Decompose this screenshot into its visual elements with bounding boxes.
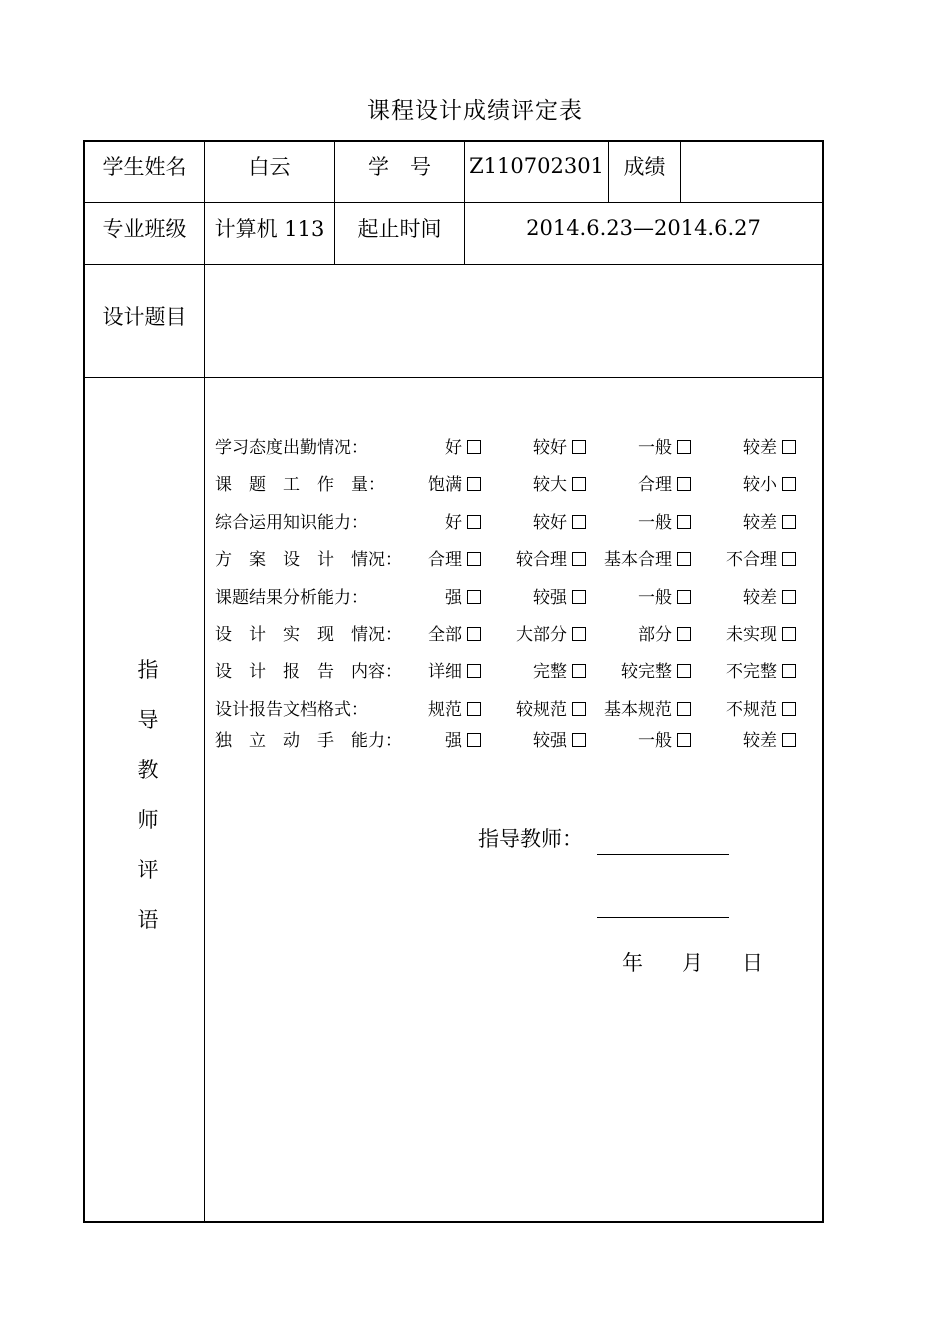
checkbox[interactable] xyxy=(572,590,586,604)
evaluation-option xyxy=(743,470,796,495)
evaluation-option-label: 强 xyxy=(445,731,462,751)
comments-label-char: 语 xyxy=(137,908,159,932)
checkbox[interactable] xyxy=(677,590,691,604)
evaluation-option-label: 较完整 xyxy=(621,662,672,682)
evaluation-option-label: 一般 xyxy=(638,438,672,458)
evaluation-option xyxy=(638,508,691,533)
evaluation-option-label: 较合理 xyxy=(516,550,567,570)
checkbox[interactable] xyxy=(572,477,586,491)
evaluation-option xyxy=(726,545,796,570)
checkbox[interactable] xyxy=(572,440,586,454)
evaluation-option xyxy=(743,433,796,458)
evaluation-option-label: 合理 xyxy=(638,475,672,495)
design-topic-value xyxy=(205,265,822,367)
evaluation-criterion: 方 案 设 计 情况： xyxy=(215,550,402,570)
evaluation-option xyxy=(638,726,691,751)
signature-second-line[interactable] xyxy=(597,917,729,918)
evaluation-option-label: 全部 xyxy=(428,625,462,645)
checkbox[interactable] xyxy=(467,664,481,678)
student-id-label: 学 号 xyxy=(368,155,431,179)
evaluation-criterion: 设 计 实 现 情况： xyxy=(215,625,402,645)
checkbox[interactable] xyxy=(467,440,481,454)
score-label: 成绩 xyxy=(623,155,666,179)
evaluation-option xyxy=(726,620,796,645)
comments-label-char: 指 xyxy=(137,658,159,682)
table-row-divider xyxy=(83,377,824,378)
date-year: 年 xyxy=(622,951,643,975)
evaluation-option-label: 规范 xyxy=(428,700,462,720)
evaluation-option-label: 不完整 xyxy=(726,662,777,682)
evaluation-option xyxy=(445,726,481,751)
checkbox[interactable] xyxy=(572,515,586,529)
period-value: 2014.6.23—2014.6.27 xyxy=(526,216,761,240)
evaluation-option xyxy=(428,695,481,720)
evaluation-option-label: 一般 xyxy=(638,513,672,533)
checkbox[interactable] xyxy=(467,552,481,566)
evaluation-criterion: 课 题 工 作 量： xyxy=(215,475,385,495)
evaluation-criterion: 独 立 动 手 能力： xyxy=(215,731,402,751)
evaluation-option xyxy=(604,695,691,720)
comments-label-char: 导 xyxy=(137,708,159,732)
evaluation-option-label: 详细 xyxy=(428,662,462,682)
checkbox[interactable] xyxy=(782,702,796,716)
date-day: 日 xyxy=(742,951,763,975)
evaluation-row xyxy=(215,470,805,494)
evaluation-option xyxy=(726,695,796,720)
checkbox[interactable] xyxy=(782,590,796,604)
evaluation-option-label: 一般 xyxy=(638,588,672,608)
checkbox[interactable] xyxy=(782,477,796,491)
evaluation-row xyxy=(215,695,805,719)
evaluation-option xyxy=(533,726,586,751)
evaluation-option-label: 较大 xyxy=(533,475,567,495)
evaluation-option xyxy=(445,508,481,533)
checkbox[interactable] xyxy=(677,552,691,566)
evaluation-option xyxy=(445,583,481,608)
checkbox[interactable] xyxy=(677,733,691,747)
evaluation-option xyxy=(743,726,796,751)
checkbox[interactable] xyxy=(782,552,796,566)
major-class-label: 专业班级 xyxy=(102,217,187,241)
evaluation-option-label: 强 xyxy=(445,588,462,608)
evaluation-option xyxy=(533,657,586,682)
evaluation-criterion: 课题结果分析能力： xyxy=(215,588,368,608)
evaluation-criterion: 设 计 报 告 内容： xyxy=(215,662,402,682)
checkbox[interactable] xyxy=(782,627,796,641)
evaluation-option-label: 较小 xyxy=(743,475,777,495)
checkbox[interactable] xyxy=(677,627,691,641)
checkbox[interactable] xyxy=(467,733,481,747)
evaluation-option xyxy=(638,433,691,458)
evaluation-option-label: 基本规范 xyxy=(604,700,672,720)
evaluation-option-label: 好 xyxy=(445,513,462,533)
evaluation-option xyxy=(533,433,586,458)
evaluation-option-label: 好 xyxy=(445,438,462,458)
table-border-bottom xyxy=(83,1221,824,1223)
evaluation-option xyxy=(638,620,691,645)
evaluation-option xyxy=(604,545,691,570)
checkbox[interactable] xyxy=(572,627,586,641)
comments-label-char: 评 xyxy=(137,858,159,882)
checkbox[interactable] xyxy=(677,515,691,529)
evaluation-option xyxy=(638,583,691,608)
table-border-right xyxy=(822,140,824,1223)
evaluation-option xyxy=(428,620,481,645)
checkbox[interactable] xyxy=(467,702,481,716)
evaluation-row xyxy=(215,657,805,681)
evaluation-option-label: 较好 xyxy=(533,438,567,458)
checkbox[interactable] xyxy=(677,664,691,678)
checkbox[interactable] xyxy=(677,440,691,454)
evaluation-option xyxy=(428,657,481,682)
major-class-value: 计算机 113 xyxy=(214,217,325,241)
checkbox[interactable] xyxy=(467,627,481,641)
evaluation-row xyxy=(215,508,805,532)
evaluation-option xyxy=(533,508,586,533)
evaluation-option-label: 较差 xyxy=(743,731,777,751)
evaluation-option-label: 饱满 xyxy=(428,475,462,495)
checkbox[interactable] xyxy=(572,664,586,678)
evaluation-option xyxy=(428,545,481,570)
evaluation-option xyxy=(516,545,586,570)
evaluation-option-label: 合理 xyxy=(428,550,462,570)
teacher-signature-label: 指导教师： xyxy=(478,827,583,851)
evaluation-option-label: 较差 xyxy=(743,513,777,533)
evaluation-option xyxy=(638,470,691,495)
evaluation-option-label: 基本合理 xyxy=(604,550,672,570)
evaluation-option xyxy=(445,433,481,458)
evaluation-option-label: 较强 xyxy=(533,588,567,608)
period-label: 起止时间 xyxy=(357,217,442,241)
evaluation-option xyxy=(621,657,691,682)
date-month: 月 xyxy=(682,951,703,975)
checkbox[interactable] xyxy=(677,702,691,716)
evaluation-option xyxy=(428,470,481,495)
evaluation-row xyxy=(215,545,805,569)
evaluation-option-label: 部分 xyxy=(638,625,672,645)
student-name-label: 学生姓名 xyxy=(102,155,187,179)
evaluation-option-label: 一般 xyxy=(638,731,672,751)
evaluation-row xyxy=(215,583,805,607)
evaluation-criterion: 学习态度出勤情况： xyxy=(215,438,368,458)
evaluation-option xyxy=(533,470,586,495)
checkbox[interactable] xyxy=(572,552,586,566)
evaluation-row xyxy=(215,726,805,750)
score-value xyxy=(681,142,822,190)
checkbox[interactable] xyxy=(467,515,481,529)
evaluation-option-label: 较差 xyxy=(743,438,777,458)
evaluation-row xyxy=(215,620,805,644)
checkbox[interactable] xyxy=(782,440,796,454)
page-title: 课程设计成绩评定表 xyxy=(367,98,583,124)
checkbox[interactable] xyxy=(467,477,481,491)
design-topic-label: 设计题目 xyxy=(102,305,187,329)
checkbox[interactable] xyxy=(572,702,586,716)
evaluation-row xyxy=(215,433,805,457)
student-name-value: 白云 xyxy=(248,155,291,179)
evaluation-option xyxy=(743,583,796,608)
evaluation-option xyxy=(516,695,586,720)
comments-label-char: 教 xyxy=(137,758,159,782)
evaluation-option xyxy=(533,583,586,608)
teacher-comments-label xyxy=(124,650,172,950)
evaluation-criterion: 设计报告文档格式： xyxy=(215,700,368,720)
evaluation-option-label: 较差 xyxy=(743,588,777,608)
evaluation-option-label: 大部分 xyxy=(516,625,567,645)
checkbox[interactable] xyxy=(782,515,796,529)
evaluation-option xyxy=(516,620,586,645)
evaluation-option-label: 未实现 xyxy=(726,625,777,645)
evaluation-option-label: 较规范 xyxy=(516,700,567,720)
evaluation-option-label: 不合理 xyxy=(726,550,777,570)
checkbox[interactable] xyxy=(677,477,691,491)
checkbox[interactable] xyxy=(782,664,796,678)
evaluation-option-label: 较好 xyxy=(533,513,567,533)
teacher-signature-line[interactable] xyxy=(597,854,729,855)
evaluation-criterion: 综合运用知识能力： xyxy=(215,513,368,533)
student-id-value: Z110702301 xyxy=(469,154,604,178)
comments-label-char: 师 xyxy=(137,808,159,832)
evaluation-option-label: 不规范 xyxy=(726,700,777,720)
evaluation-option-label: 完整 xyxy=(533,662,567,682)
evaluation-option xyxy=(743,508,796,533)
evaluation-option xyxy=(726,657,796,682)
evaluation-option-label: 较强 xyxy=(533,731,567,751)
checkbox[interactable] xyxy=(782,733,796,747)
checkbox[interactable] xyxy=(572,733,586,747)
checkbox[interactable] xyxy=(467,590,481,604)
